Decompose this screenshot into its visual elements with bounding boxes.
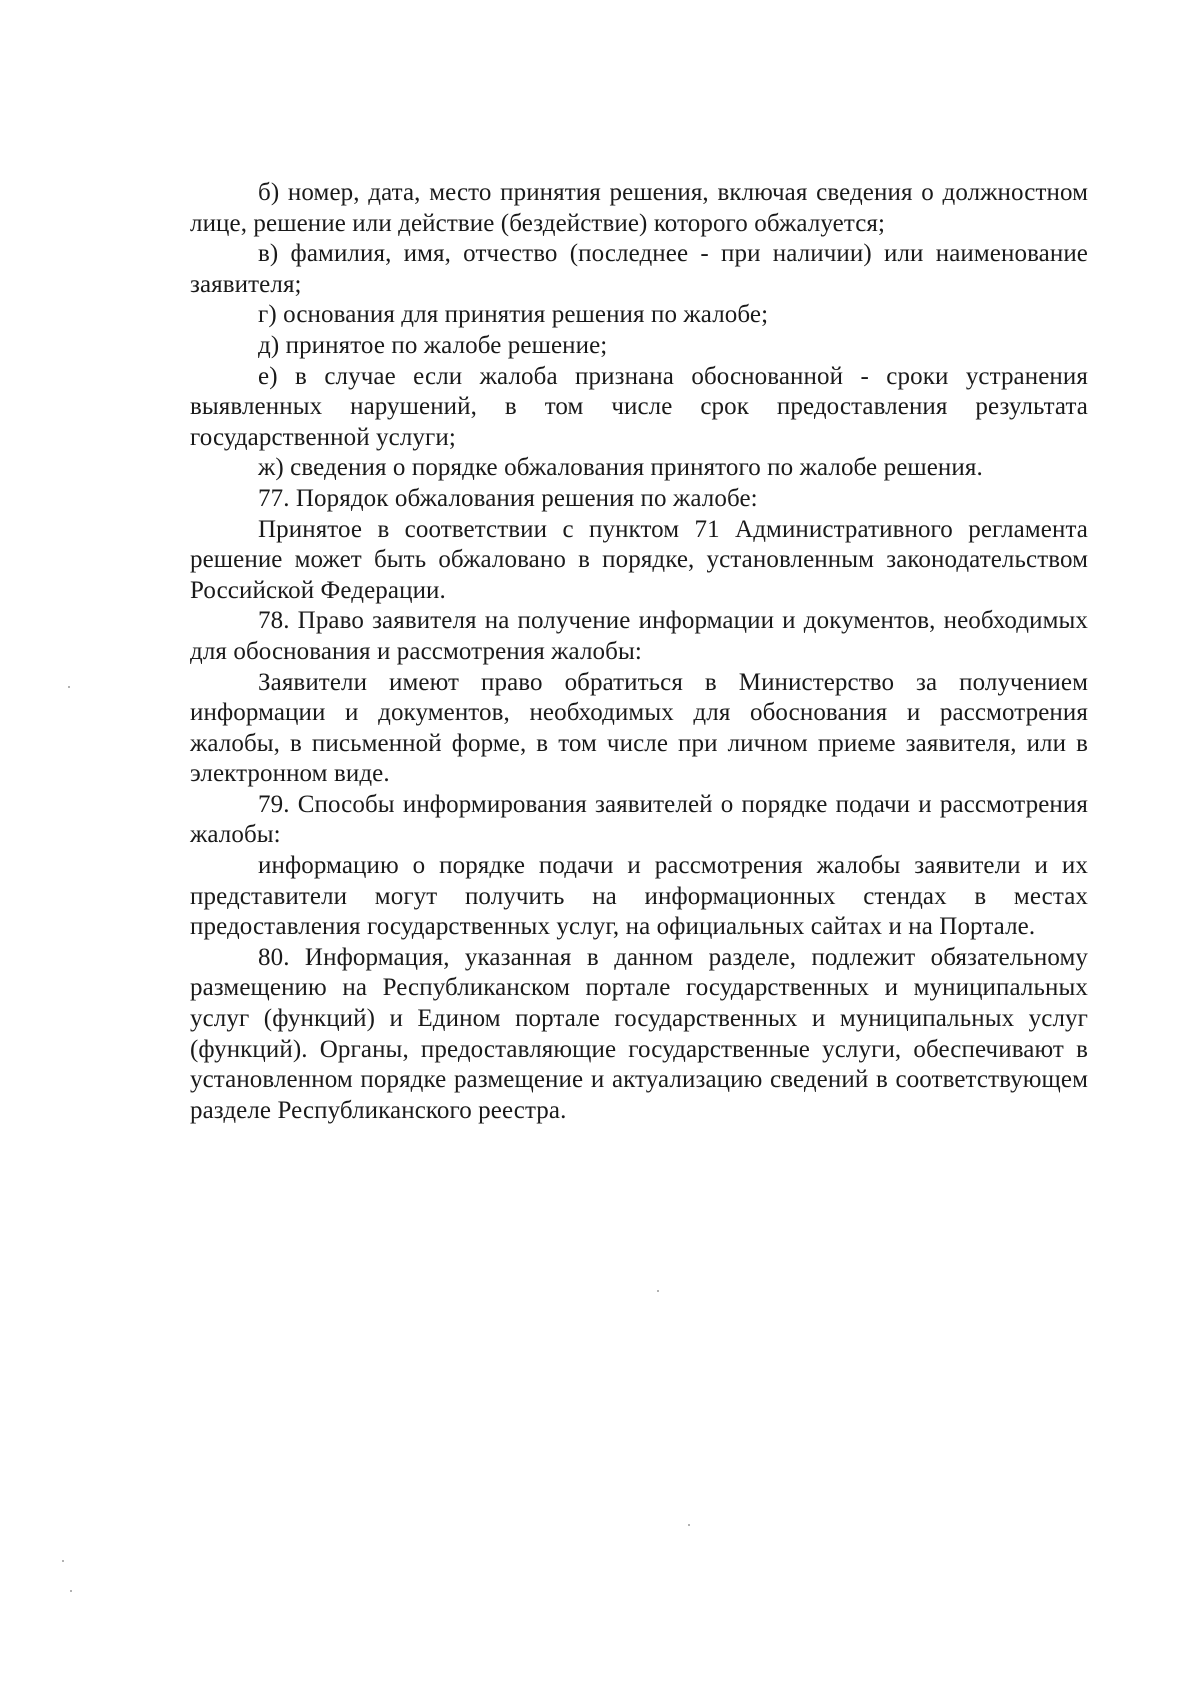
scan-speck (68, 686, 70, 688)
paragraph-v: в) фамилия, имя, отчество (последнее - при наличии) или наименование заявителя; (190, 240, 1088, 298)
scan-speck (657, 1290, 659, 1292)
paragraph-d: д) принятое по жалобе решение; (258, 331, 608, 359)
paragraph-80: 80. Информация, указанная в данном разделе, подлежит обязательному размещению на Республиканском портале государственных и муниципальных услуг (функций) и Едином портале государственных и муниципальных услуг (функций). Органы, предоставляющие государственные услуги, обеспечивают в установленном порядке размещение и актуализацию сведений в соответствующем разделе Республиканского реестра. (190, 943, 1088, 1124)
scan-speck (62, 1560, 64, 1562)
paragraph-zh: ж) сведения о порядке обжалования принятого по жалобе решения. (258, 454, 983, 482)
paragraph-77-heading: 77. Порядок обжалования решения по жалобе: (258, 484, 758, 512)
paragraph-78-heading: 78. Право заявителя на получение информации и документов, необходимых для обоснования и рассмотрения жалобы: (190, 607, 1088, 665)
paragraph-79-heading: 79. Способы информирования заявителей о порядке подачи и рассмотрения жалобы: (190, 790, 1088, 849)
paragraph-e: е) в случае если жалоба признана обоснованной - сроки устранения выявленных нарушений, в том числе срок предоставления результата государственной услуги; (190, 362, 1088, 451)
paragraph-79-body: информацию о порядке подачи и рассмотрения жалобы заявители и их представители могут получить на информационных стендах в местах предоставления государственных услуг, на официальных сайтах и на Портале. (190, 852, 1088, 941)
scan-speck (70, 1590, 72, 1592)
paragraph-78-body: Заявители имеют право обратиться в Министерство за получением информации и документов, необходимых для обоснования и рассмотрения жалобы, в письменной форме, в том числе при личном приеме заявителя, или в электронном виде. (190, 668, 1088, 788)
paragraph-g: г) основания для принятия решения по жалобе; (258, 301, 769, 329)
scan-speck (688, 1524, 690, 1526)
paragraph-77-body: Принятое в соответствии с пунктом 71 Административного регламента решение может быть обжаловано в порядке, установленным законодательством Российской Федерации. (190, 515, 1088, 604)
paragraph-b: б) номер, дата, место принятия решения, включая сведения о должностном лице, решение или действие (бездействие) которого обжалуется; (190, 179, 1088, 237)
document-body (190, 178, 1088, 1126)
